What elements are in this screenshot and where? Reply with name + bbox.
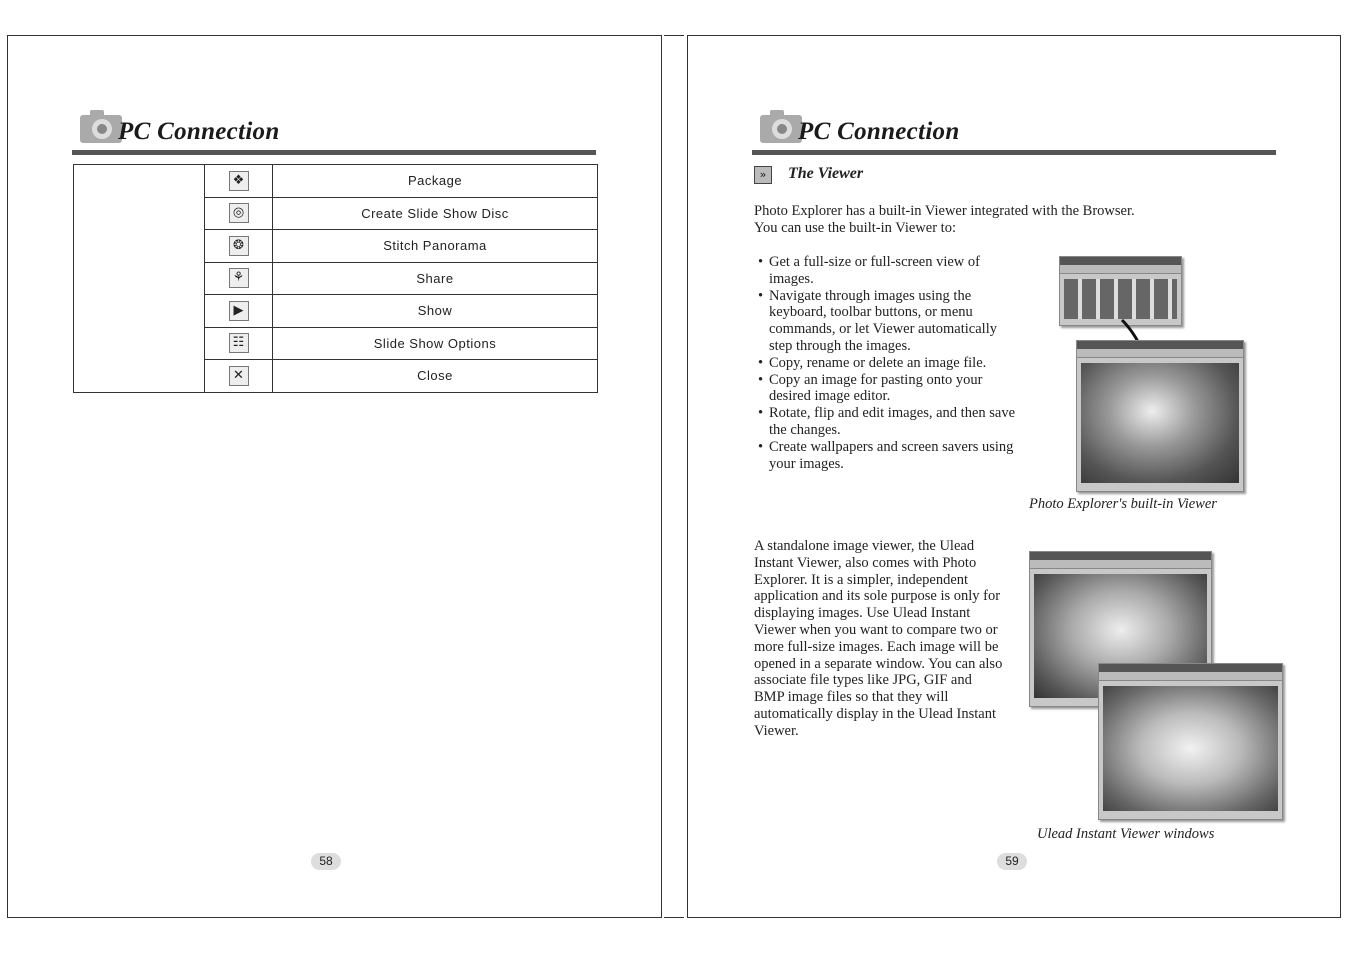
- icon-cell: [205, 197, 273, 230]
- icon-cell: [205, 327, 273, 360]
- table-row: [74, 165, 598, 198]
- instant-viewer-photo: [1103, 686, 1278, 811]
- package-icon: ❖: [229, 171, 249, 191]
- list-item: • Rotate, flip and edit images, and then save the changes.: [758, 405, 1023, 439]
- icon-cell: [205, 360, 273, 393]
- chevron-right-icon: »: [754, 166, 772, 184]
- feature-list: [758, 254, 1023, 472]
- viewer-screenshot: [1076, 340, 1244, 492]
- header-rule: [72, 150, 596, 155]
- blank-cell: [74, 165, 205, 393]
- stitch-panorama-icon: ❂: [229, 236, 249, 256]
- function-label: Close: [273, 360, 598, 393]
- show-icon: ▶: [229, 301, 249, 321]
- icon-cell: [205, 230, 273, 263]
- slide-show-options-icon: ☷: [229, 333, 249, 353]
- icon-cell: [205, 262, 273, 295]
- intro-text: [754, 203, 1204, 237]
- instant-viewer-text: A standalone image viewer, the Ulead Instant Viewer, also comes with Photo Explorer. It is a simpler, independent application and its sole purpose is only for displaying images. Use Ulead Instant Viewer when you want to compare two or more full-size images. Each image will be opened in a separate window. You can also associate file types like JPG, GIF and BMP image files so that they will automatically display in the Ulead Instant Viewer.: [754, 538, 1003, 739]
- intro-line: Photo Explorer has a built-in Viewer integrated with the Browser.: [754, 203, 1135, 219]
- header-rule: [752, 150, 1276, 155]
- function-label: Show: [273, 295, 598, 328]
- share-icon: ⚘: [229, 268, 249, 288]
- figure-caption: Photo Explorer's built-in Viewer: [1029, 496, 1217, 512]
- function-label: Share: [273, 262, 598, 295]
- list-item: • Get a full-size or full-screen view of images.: [758, 254, 1023, 288]
- intro-line: You can use the built-in Viewer to:: [754, 219, 956, 236]
- list-item: • Copy, rename or delete an image file.: [758, 355, 1023, 372]
- function-label: Create Slide Show Disc: [273, 197, 598, 230]
- viewer-photo: [1081, 363, 1239, 483]
- left-page: [7, 35, 662, 918]
- close-icon: ✕: [229, 366, 249, 386]
- icon-cell: [205, 295, 273, 328]
- section-title: The Viewer: [788, 165, 864, 182]
- page-title: PC Connection: [118, 118, 280, 145]
- list-item: • Create wallpapers and screen savers using your images.: [758, 439, 1023, 473]
- page-title: PC Connection: [798, 118, 960, 145]
- function-label: Package: [273, 165, 598, 198]
- thumbnail-grid: [1064, 279, 1177, 319]
- icon-cell: [205, 165, 273, 198]
- function-table: [73, 164, 598, 393]
- slide-show-disc-icon: ◎: [229, 203, 249, 223]
- instant-viewer-screenshot: [1098, 663, 1283, 820]
- function-label: Stitch Panorama: [273, 230, 598, 263]
- right-page: [687, 35, 1341, 918]
- list-item: • Copy an image for pasting onto your desired image editor.: [758, 372, 1023, 406]
- page-number: 59: [997, 853, 1027, 870]
- page-header: [72, 106, 596, 158]
- figure-caption: Ulead Instant Viewer windows: [1037, 826, 1215, 842]
- page-header: [752, 106, 1276, 158]
- function-label: Slide Show Options: [273, 327, 598, 360]
- list-item: • Navigate through images using the keyboard, toolbar buttons, or menu commands, or let Viewer automatically step through the images.: [758, 288, 1023, 355]
- page-number: 58: [311, 853, 341, 870]
